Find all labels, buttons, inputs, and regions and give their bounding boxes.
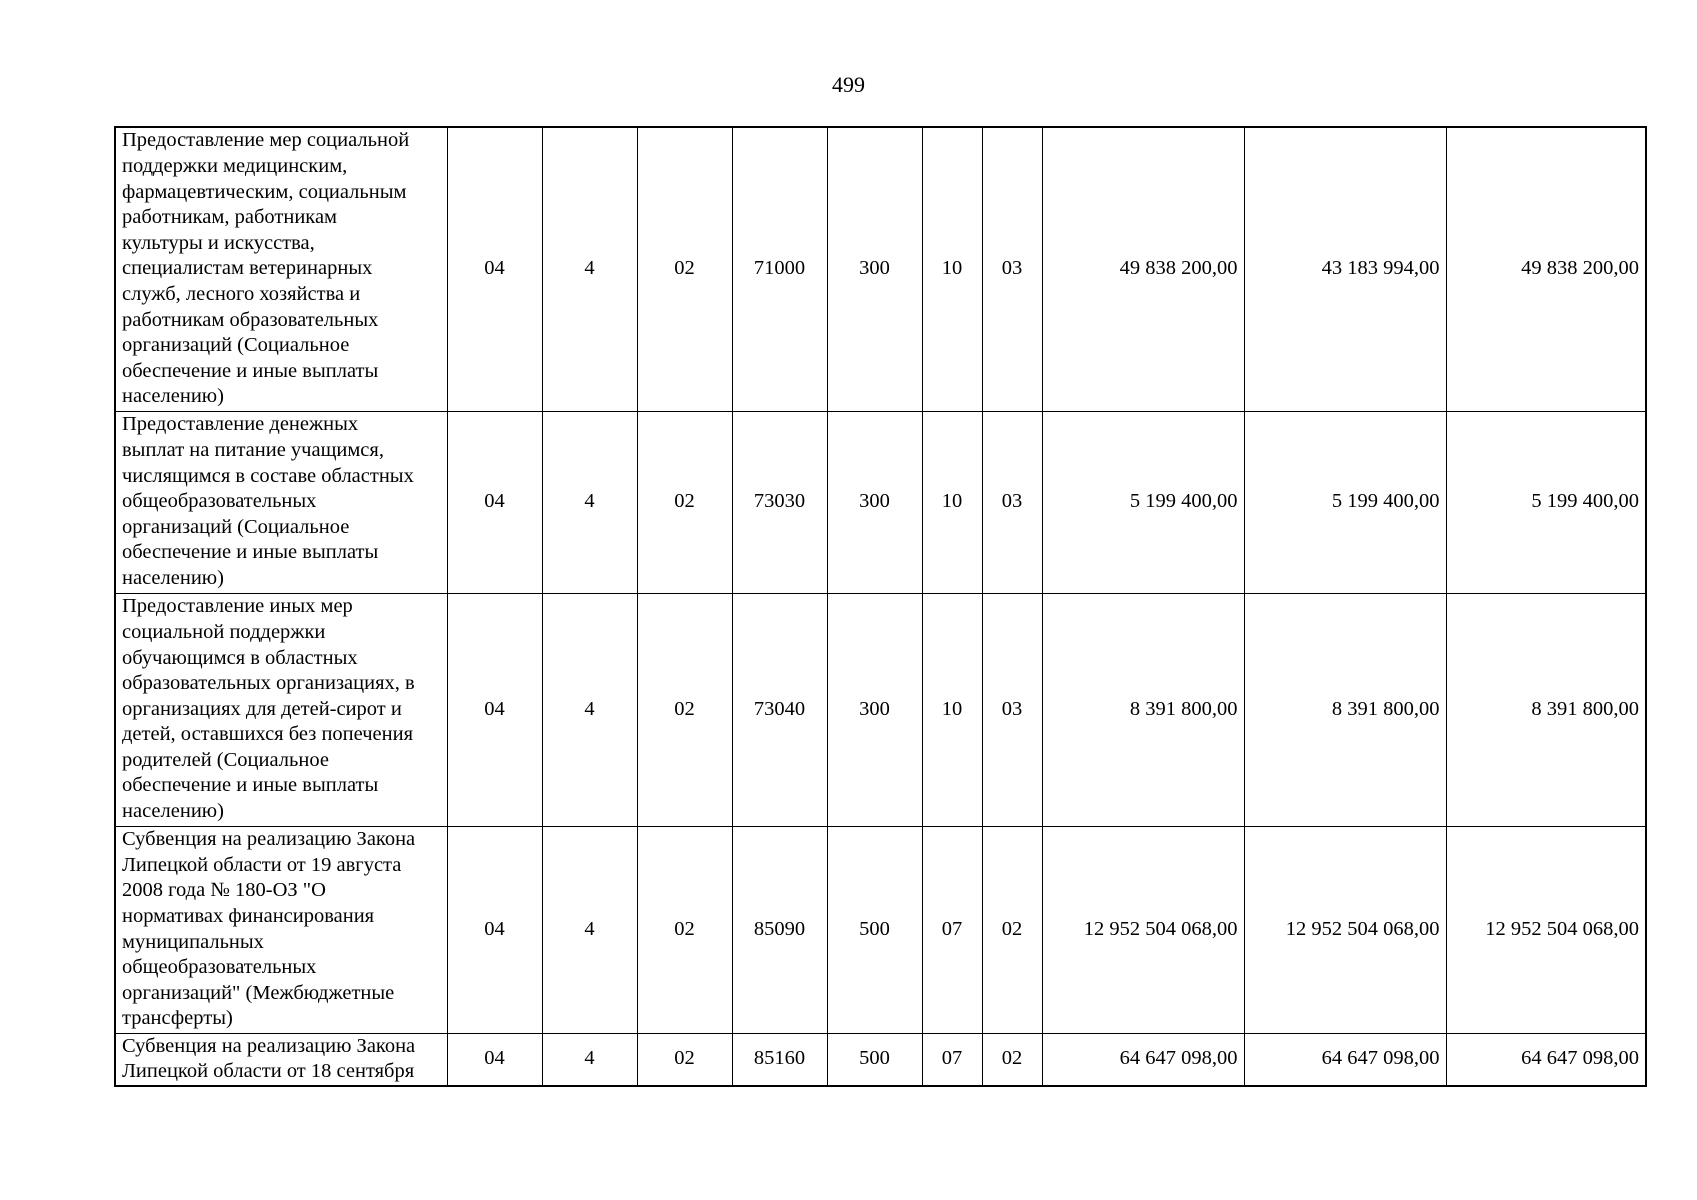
code-cell: 04 bbox=[447, 593, 542, 826]
row-description: Предоставление мер социальной поддержки медицинским, фармацевтическим, социальным работникам, работникам культуры и искусства, специалистам ветеринарных служб, лесного хозяйства и работникам образовательных организаций (Социальное обеспечение и иные выплаты населению) bbox=[115, 127, 447, 411]
code-cell: 73040 bbox=[732, 593, 827, 826]
code-cell: 07 bbox=[922, 1033, 982, 1086]
code-cell: 500 bbox=[827, 826, 922, 1033]
amount-cell: 64 647 098,00 bbox=[1446, 1033, 1646, 1086]
code-cell: 02 bbox=[637, 826, 732, 1033]
row-description: Субвенция на реализацию Закона Липецкой области от 18 сентября bbox=[115, 1033, 447, 1086]
budget-table bbox=[114, 126, 1647, 1087]
code-cell: 04 bbox=[447, 411, 542, 593]
code-cell: 03 bbox=[982, 127, 1042, 411]
code-cell: 03 bbox=[982, 593, 1042, 826]
code-cell: 04 bbox=[447, 1033, 542, 1086]
code-cell: 4 bbox=[542, 593, 637, 826]
code-cell: 300 bbox=[827, 127, 922, 411]
code-cell: 300 bbox=[827, 411, 922, 593]
amount-cell: 8 391 800,00 bbox=[1042, 593, 1244, 826]
code-cell: 85090 bbox=[732, 826, 827, 1033]
code-cell: 500 bbox=[827, 1033, 922, 1086]
code-cell: 71000 bbox=[732, 127, 827, 411]
code-cell: 85160 bbox=[732, 1033, 827, 1086]
amount-cell: 49 838 200,00 bbox=[1446, 127, 1646, 411]
code-cell: 4 bbox=[542, 1033, 637, 1086]
row-description: Субвенция на реализацию Закона Липецкой области от 19 августа 2008 года № 180-ОЗ "О нормативах финансирования муниципальных общеобразовательных организаций" (Межбюджетные трансферты) bbox=[115, 826, 447, 1033]
row-description: Предоставление денежных выплат на питание учащимся, числящимся в составе областных общеобразовательных организаций (Социальное обеспечение и иные выплаты населению) bbox=[115, 411, 447, 593]
row-description: Предоставление иных мер социальной поддержки обучающимся в областных образовательных организациях, в организациях для детей-сирот и детей, оставшихся без попечения родителей (Социальное обеспечение и иные выплаты населению) bbox=[115, 593, 447, 826]
code-cell: 02 bbox=[637, 593, 732, 826]
amount-cell: 64 647 098,00 bbox=[1042, 1033, 1244, 1086]
code-cell: 4 bbox=[542, 826, 637, 1033]
code-cell: 10 bbox=[922, 411, 982, 593]
page-number: 499 bbox=[832, 72, 865, 97]
code-cell: 10 bbox=[922, 593, 982, 826]
code-cell: 300 bbox=[827, 593, 922, 826]
amount-cell: 12 952 504 068,00 bbox=[1042, 826, 1244, 1033]
amount-cell: 5 199 400,00 bbox=[1042, 411, 1244, 593]
code-cell: 4 bbox=[542, 411, 637, 593]
table-row bbox=[115, 593, 1646, 826]
code-cell: 02 bbox=[637, 411, 732, 593]
amount-cell: 64 647 098,00 bbox=[1244, 1033, 1446, 1086]
table-row bbox=[115, 826, 1646, 1033]
code-cell: 02 bbox=[982, 826, 1042, 1033]
code-cell: 10 bbox=[922, 127, 982, 411]
code-cell: 4 bbox=[542, 127, 637, 411]
amount-cell: 43 183 994,00 bbox=[1244, 127, 1446, 411]
amount-cell: 5 199 400,00 bbox=[1446, 411, 1646, 593]
table-row bbox=[115, 127, 1646, 411]
code-cell: 04 bbox=[447, 127, 542, 411]
table-row bbox=[115, 1033, 1646, 1086]
amount-cell: 8 391 800,00 bbox=[1446, 593, 1646, 826]
code-cell: 73030 bbox=[732, 411, 827, 593]
code-cell: 02 bbox=[637, 1033, 732, 1086]
amount-cell: 49 838 200,00 bbox=[1042, 127, 1244, 411]
code-cell: 02 bbox=[637, 127, 732, 411]
amount-cell: 12 952 504 068,00 bbox=[1244, 826, 1446, 1033]
amount-cell: 8 391 800,00 bbox=[1244, 593, 1446, 826]
code-cell: 02 bbox=[982, 1033, 1042, 1086]
amount-cell: 5 199 400,00 bbox=[1244, 411, 1446, 593]
table-row bbox=[115, 411, 1646, 593]
code-cell: 03 bbox=[982, 411, 1042, 593]
amount-cell: 12 952 504 068,00 bbox=[1446, 826, 1646, 1033]
code-cell: 07 bbox=[922, 826, 982, 1033]
code-cell: 04 bbox=[447, 826, 542, 1033]
